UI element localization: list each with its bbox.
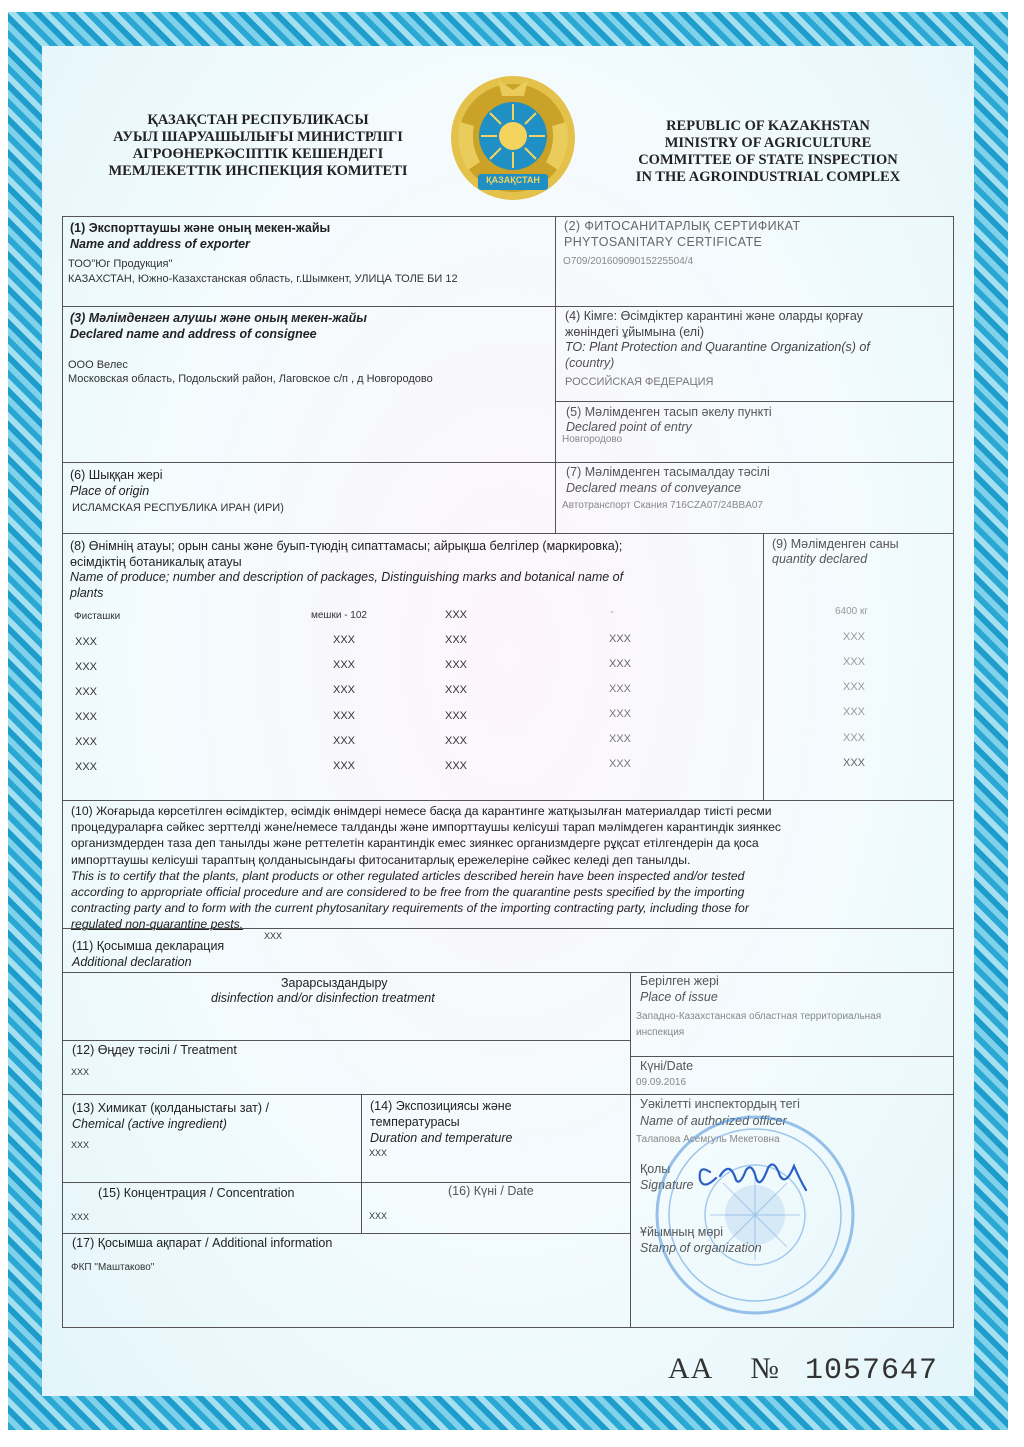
cert-en-line1: This is to certify that the plants, plant products or other regulated articles described herein have been inspected and/or tested	[71, 868, 745, 883]
point-of-entry: Новгородово	[562, 434, 623, 445]
cert-kz-line3: организмдерден таза деп танылды және реттелетін карантиндік емес зиянкес организмдерге рұқсат етілгендерін да қоса	[71, 836, 759, 851]
signature-label-kz: Қолы	[640, 1162, 671, 1176]
box2-label-kz: (2) ФИТОСАНИТАРЛЫҚ СЕРТИФИКАТ	[564, 219, 801, 233]
signature-icon	[690, 1150, 820, 1200]
produce-cell: XXX	[445, 735, 468, 747]
header-right	[600, 118, 936, 186]
produce-cell: Фисташки	[74, 611, 121, 622]
header-right-line4: IN THE AGROINDUSTRIAL COMPLEX	[635, 169, 901, 185]
disinfection-label-kz: Зарарсыздандыру	[281, 976, 388, 990]
produce-cell: XXX	[445, 684, 468, 696]
quantity-cell: XXX	[843, 732, 866, 744]
officer-label-kz: Уәкілетті инспектордың тегі	[640, 1097, 800, 1111]
produce-cell: мешки - 102	[311, 610, 367, 621]
box4-label-en1: TO: Plant Protection and Quarantine Organization(s) of	[565, 340, 870, 354]
produce-cell: XXX	[609, 708, 632, 720]
stamp-label-en: Stamp of organization	[640, 1241, 762, 1255]
header-left-line2: АУЫЛ ШАРУАШЫЛЫҒЫ МИНИСТРЛІГІ	[113, 129, 403, 145]
produce-cell: XXX	[333, 760, 356, 772]
place-issue-value2: инспекция	[636, 1027, 685, 1038]
produce-cell: XXX	[75, 661, 98, 673]
place-of-origin: ИСЛАМСКАЯ РЕСПУБЛИКА ИРАН (ИРИ)	[72, 502, 284, 514]
box4-label-en2: (country)	[565, 356, 615, 370]
duration-value: XXX	[369, 1148, 388, 1158]
means-of-conveyance: Автотранспорт Скания 716CZA07/24BBA07	[562, 500, 763, 511]
chemical-value: XXX	[71, 1140, 90, 1150]
produce-cell: XXX	[609, 733, 632, 745]
box16-label: (16) Күні / Date	[448, 1184, 534, 1198]
place-issue-value1: Западно-Казахстанская областная территориальная	[636, 1011, 882, 1022]
box1-label-en: Name and address of exporter	[70, 237, 250, 251]
disinfection-label-en: disinfection and/or disinfection treatment	[211, 991, 435, 1005]
produce-cell: XXX	[75, 686, 98, 698]
cert-en-line3: contracting party and to form with the current phytosanitary requirements of the importing contracting party, including those for	[71, 901, 749, 916]
cert-kz-line4: импорттаушы келісуші тараптың қолданысындағы фитосанитарлық ережелеріне сәйкес келеді деп танылды.	[71, 852, 691, 867]
box14-label-en: Duration and temperature	[370, 1131, 513, 1145]
header-right-line1: REPUBLIC OF KAZAKHSTAN	[666, 118, 870, 134]
quantity-cell: XXX	[843, 706, 866, 718]
header-left-line3: АГРОӨНЕРКӘСІПТІК КЕШЕНДЕГІ	[132, 146, 384, 162]
place-issue-label-en: Place of issue	[640, 990, 718, 1004]
box11-label-kz: (11) Қосымша декларация	[72, 939, 225, 953]
box8-label-kz2: өсімдіктің ботаникалық атауы	[70, 555, 242, 569]
produce-cell: XXX	[445, 710, 468, 722]
header-right-line2: MINISTRY OF AGRICULTURE	[664, 135, 872, 151]
produce-cell: XXX	[75, 636, 98, 648]
date-value: 09.09.2016	[636, 1077, 687, 1088]
produce-cell: XXX	[333, 634, 356, 646]
box6-label-kz: (6) Шыққан жері	[70, 468, 163, 482]
produce-cell: XXX	[609, 758, 632, 770]
box12-label: (12) Өңдеу тәсілі / Treatment	[72, 1043, 237, 1057]
quantity-cell: XXX	[843, 631, 866, 643]
cert-en-line2: according to appropriate official procedure and are considered to be free from the quarantine pests specified by the importing	[71, 885, 745, 900]
box15-label: (15) Концентрация / Concentration	[98, 1186, 295, 1200]
cert-en-line4: regulated non-quarantine pests.	[71, 917, 244, 932]
additional-declaration-value: XXX	[264, 931, 283, 941]
produce-cell: XXX	[75, 711, 98, 723]
exporter-name: ТОО"Юг Продукция"	[68, 258, 173, 270]
certificate-number: О709/20160909015225504/4	[563, 256, 694, 267]
header-right-line3: COMMITTEE OF STATE INSPECTION	[638, 152, 898, 168]
emblem-ribbon-text: ҚАЗАҚСТАН	[486, 175, 540, 185]
box17-label: (17) Қосымша ақпарат / Additional information	[72, 1236, 333, 1250]
signature-label-en: Signature	[640, 1178, 694, 1192]
produce-cell: XXX	[75, 761, 98, 773]
header-left	[88, 112, 428, 180]
produce-cell: XXX	[445, 760, 468, 772]
cert-kz-line1: (10) Жоғарыда көрсетілген өсімдіктер, өсімдік өнімдері немесе басқа да карантинге жатқызылған материалдар тиісті ресми	[71, 804, 772, 818]
date-label: Күні/Date	[640, 1059, 694, 1073]
produce-cell: XXX	[333, 684, 356, 696]
produce-cell: XXX	[609, 633, 632, 645]
box8-label-en1: Name of produce; number and description of packages, Distinguishing marks and botanical name of	[70, 570, 624, 584]
produce-cell: XXX	[609, 658, 632, 670]
box11-label-en: Additional declaration	[72, 955, 192, 969]
serial-value: 1057647	[805, 1354, 939, 1388]
serial-number	[668, 1352, 938, 1388]
consignee-name: ООО Велес	[68, 359, 128, 371]
serial-series: АА	[668, 1352, 714, 1385]
produce-cell: XXX	[445, 659, 468, 671]
box9-label-kz: (9) Мәлімденген саны	[772, 537, 899, 551]
cert-kz-line2: процедураларға сәйкес зерттелді және/немесе талданды және импорттаушы келісуші тарап мәлімдеген карантиндік зиянкес	[71, 820, 782, 835]
quantity-cell: XXX	[843, 656, 866, 668]
box3-label-en: Declared name and address of consignee	[70, 327, 317, 341]
produce-cell: XXX	[609, 683, 632, 695]
box14-label-kz1: (14) Экспозициясы және	[370, 1099, 512, 1113]
box4-label-kz2: жөніндегі ұйымына (елі)	[565, 325, 705, 339]
produce-cell: XXX	[445, 609, 468, 621]
date16-value: XXX	[369, 1211, 388, 1221]
header-left-line4: МЕМЛЕКЕТТІК ИНСПЕКЦИЯ КОМИТЕТІ	[108, 163, 408, 179]
destination-country: РОССИЙСКАЯ ФЕДЕРАЦИЯ	[565, 376, 714, 388]
consignee-address: Московская область, Подольский район, Лаговское с/п , д Новгородово	[68, 373, 433, 385]
quantity-cell: XXX	[843, 757, 866, 769]
box9-label-en: quantity declared	[772, 552, 868, 566]
box5-label-en: Declared point of entry	[566, 420, 692, 434]
certification-statement	[71, 803, 947, 933]
box3-label-kz: (3) Мәлімденген алушы және оның мекен-жайы	[70, 311, 367, 325]
box5-label-kz: (5) Мәлімденген тасып әкелу пункті	[566, 405, 772, 419]
box6-label-en: Place of origin	[70, 484, 150, 498]
box14-label-kz2: температурасы	[370, 1115, 460, 1129]
header-left-line1: ҚАЗАҚСТАН РЕСПУБЛИКАСЫ	[147, 112, 369, 128]
exporter-address: КАЗАХСТАН, Южно-Казахстанская область, г.Шымкент, УЛИЦА ТОЛЕ БИ 12	[68, 273, 458, 285]
produce-cell: -	[610, 606, 614, 618]
produce-cell: XXX	[333, 735, 356, 747]
quantity-cell: XXX	[843, 681, 866, 693]
produce-cell: XXX	[75, 736, 98, 748]
official-stamp-icon	[650, 1110, 860, 1320]
produce-cell: XXX	[333, 710, 356, 722]
box8-label-kz1: (8) Өнімнің атауы; орын саны және буып-түюдің сипаттамасы; айрықша белгілер (маркировка);	[70, 539, 623, 553]
produce-cell: XXX	[333, 659, 356, 671]
box13-label-kz: (13) Химикат (қолданыстағы зат) /	[72, 1101, 269, 1115]
box7-label-kz: (7) Мәлімденген тасымалдау тәсілі	[566, 465, 770, 479]
treatment-value: XXX	[71, 1067, 90, 1077]
box8-label-en2: plants	[70, 586, 104, 600]
box4-label-kz1: (4) Кімге: Өсімдіктер карантині және оларды қорғау	[565, 309, 863, 323]
box2-label-en: PHYTOSANITARY CERTIFICATE	[564, 235, 763, 249]
quantity-cell: 6400 кг	[835, 606, 869, 617]
additional-info-value: ФКП "Маштаково"	[71, 1262, 155, 1273]
stamp-label-kz: Ұйымның мөрі	[640, 1225, 724, 1239]
officer-name: Талапова Асемгуль Мекетовна	[636, 1134, 780, 1145]
officer-label-en: Name of authorized officer	[640, 1114, 787, 1128]
serial-mark: №	[750, 1352, 780, 1385]
place-issue-label-kz: Берілген жері	[640, 974, 719, 988]
box1-label-kz: (1) Экспорттаушы және оның мекен-жайы	[70, 221, 331, 235]
produce-cell: XXX	[445, 634, 468, 646]
box13-label-en: Chemical (active ingredient)	[72, 1117, 227, 1131]
box7-label-en: Declared means of conveyance	[566, 481, 742, 495]
concentration-value: XXX	[71, 1212, 90, 1222]
